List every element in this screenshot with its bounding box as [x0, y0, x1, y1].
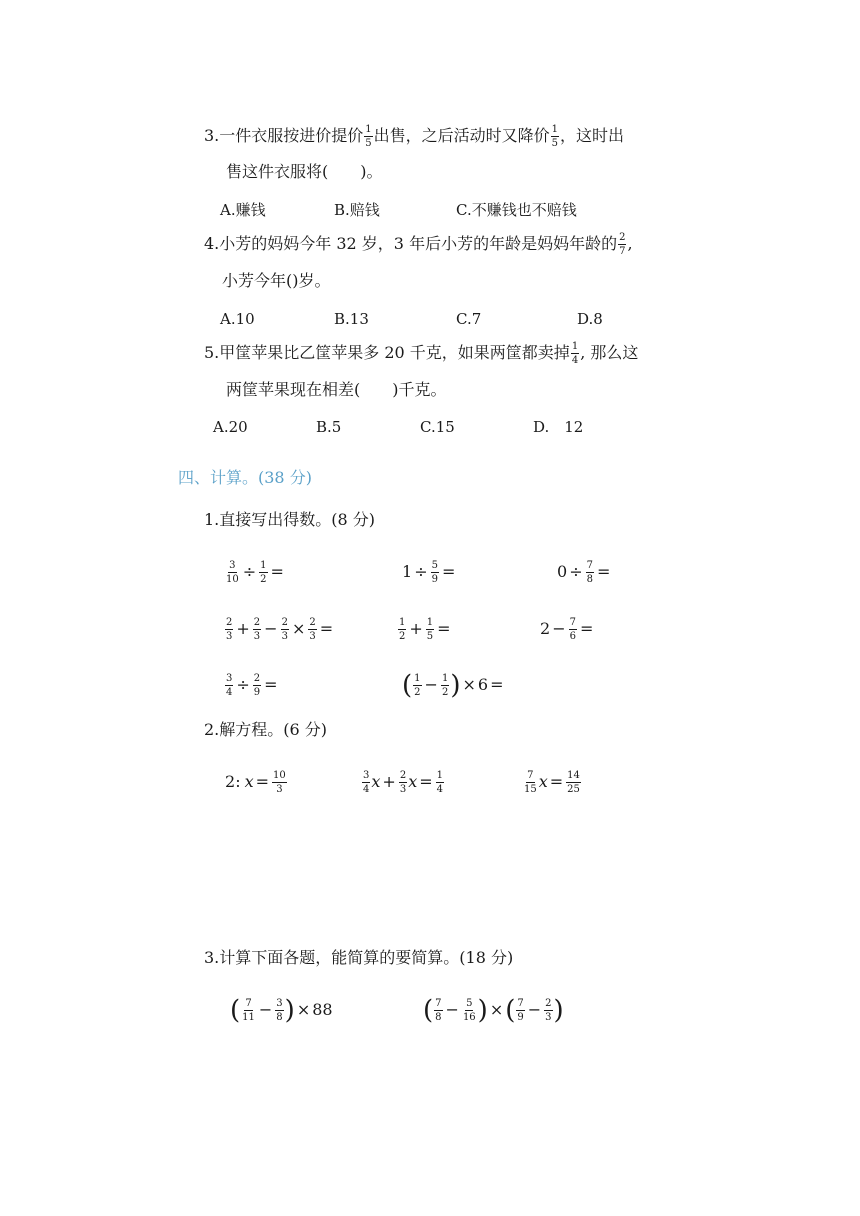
fraction: $\frac{14}{25}$	[567, 770, 580, 795]
question-4-line-1	[204, 232, 633, 257]
subsection-2-title: 2.解方程。(6 分)	[204, 720, 328, 739]
expression-4: $\frac{2}{3}$ + $\frac{2}{3}$ − $\frac{2}{3}$ × $\frac{2}{3}$ =	[226, 617, 334, 642]
fraction: $\frac{1}{2}$	[399, 617, 406, 642]
calculation-1: ( $\frac{7}{11}$ − $\frac{3}{8}$ ) × 88	[230, 995, 333, 1026]
question-4-text-b: ,	[627, 234, 633, 253]
question-3-line-1	[204, 124, 624, 149]
fraction: $\frac{7}{8}$	[586, 560, 593, 585]
variable: x	[371, 772, 381, 791]
question-4-line-2: 小芳今年()岁。	[222, 271, 331, 290]
expression-2: 1 ÷ $\frac{5}{9}$ =	[402, 560, 456, 585]
equation-3: $\frac{7}{15}$ x = $\frac{14}{25}$	[524, 770, 580, 795]
question-3-option-c: C.不赚钱也不赔钱	[456, 201, 577, 219]
subsection-1-title: 1.直接写出得数。(8 分)	[204, 510, 376, 529]
question-3-text-a: 3.一件衣服按进价提价	[204, 126, 364, 145]
variable: x	[244, 772, 254, 791]
fraction: $\frac{1}{2}$	[414, 673, 421, 698]
fraction: $\frac{1}{4}$	[571, 341, 579, 366]
question-5-line-2: 两筐苹果现在相差( )千克。	[226, 380, 447, 399]
fraction: $\frac{3}{4}$	[363, 770, 370, 795]
question-4-option-c: C.7	[456, 310, 482, 328]
fraction: $\frac{7}{8}$	[435, 998, 442, 1023]
question-5-text-a: 5.甲筐苹果比乙筐苹果多 20 千克，如果两筐都卖掉	[204, 343, 570, 362]
expression-lead: 2	[540, 619, 551, 638]
fraction: $\frac{5}{9}$	[431, 560, 438, 585]
question-5-option-b: B.5	[316, 418, 342, 436]
fraction: $\frac{1}{2}$	[441, 673, 449, 698]
question-4-option-a: A.10	[220, 310, 255, 328]
question-4-option-d: D.8	[577, 310, 603, 328]
question-5-text-b: , 那么这	[580, 343, 639, 362]
fraction: $\frac{1}{5}$	[365, 124, 372, 149]
question-4-text-a: 4.小芳的妈妈今年 32 岁，3 年后小芳的年龄是妈妈年龄的	[204, 234, 618, 253]
fraction: $\frac{7}{9}$	[517, 998, 524, 1023]
question-4-option-b: B.13	[334, 310, 369, 328]
fraction: $\frac{1}{5}$	[426, 617, 434, 642]
expression-tail: 6	[477, 675, 489, 694]
fraction: $\frac{1}{2}$	[260, 560, 267, 585]
expression-5: $\frac{1}{2}$ + $\frac{1}{5}$ =	[399, 617, 451, 642]
expression-3: 0 ÷ $\frac{7}{8}$ =	[557, 560, 611, 585]
fraction: $\frac{2}{9}$	[253, 673, 261, 698]
fraction: $\frac{10}{3}$	[273, 770, 286, 795]
fraction: $\frac{7}{11}$	[242, 998, 255, 1023]
expression-lead: 1	[402, 562, 413, 581]
calculation-2: ( $\frac{7}{8}$ − $\frac{5}{16}$ ) ×( $\frac{7}{9}$ − $\frac{2}{3}$ )	[423, 995, 564, 1026]
expression-6: 2 − $\frac{7}{6}$ =	[540, 617, 594, 642]
question-3-text-b: 出售，之后活动时又降价	[373, 126, 550, 145]
fraction: $\frac{2}{3}$	[545, 998, 552, 1023]
fraction: $\frac{5}{16}$	[462, 998, 476, 1023]
fraction: $\frac{2}{3}$	[253, 617, 261, 642]
question-5-option-a: A.20	[213, 418, 248, 436]
question-5-option-c: C.15	[420, 418, 455, 436]
fraction: $\frac{1}{5}$	[551, 124, 559, 149]
fraction: $\frac{2}{3}$	[399, 770, 407, 795]
fraction: $\frac{2}{3}$	[309, 617, 316, 642]
fraction: $\frac{3}{8}$	[276, 998, 283, 1023]
expression-lead: 0	[557, 562, 568, 581]
question-3-option-a: A.赚钱	[220, 201, 266, 219]
variable: x	[538, 772, 548, 791]
fraction: $\frac{2}{3}$	[226, 617, 233, 642]
question-3-text-c: ，这时出	[560, 126, 625, 145]
expression-1: $\frac{3}{10}$ ÷ $\frac{1}{2}$ =	[226, 560, 284, 585]
question-5-line-1	[204, 341, 638, 366]
subsection-3-title: 3.计算下面各题，能简算的要简算。(18 分)	[204, 948, 514, 967]
question-3-line-2: 售这件衣服将( )。	[226, 162, 383, 181]
fraction: $\frac{7}{6}$	[569, 617, 576, 642]
variable: x	[408, 772, 418, 791]
fraction: $\frac{3}{4}$	[226, 673, 233, 698]
question-3-option-b: B.赔钱	[334, 201, 380, 219]
fraction: $\frac{7}{15}$	[524, 770, 537, 795]
expression-7: $\frac{3}{4}$ ÷ $\frac{2}{9}$ =	[226, 673, 278, 698]
expression-8: ( $\frac{1}{2}$ − $\frac{1}{2}$ ) × 6 =	[402, 670, 504, 701]
equation-1: 2: x = $\frac{10}{3}$	[225, 770, 286, 795]
section-heading: 四、计算。(38 分)	[178, 468, 312, 487]
fraction: $\frac{1}{4}$	[436, 770, 443, 795]
equation-lead: 2	[225, 772, 236, 791]
fraction: $\frac{2}{3}$	[281, 617, 288, 642]
fraction: $\frac{3}{10}$	[226, 560, 239, 585]
fraction: $\frac{2}{7}$	[619, 232, 626, 257]
equation-2: $\frac{3}{4}$ x + $\frac{2}{3}$ x = $\frac{1}{4}$	[363, 770, 443, 795]
question-5-option-d: D. 12	[533, 418, 584, 436]
calculation-tail: 88	[312, 1000, 333, 1019]
